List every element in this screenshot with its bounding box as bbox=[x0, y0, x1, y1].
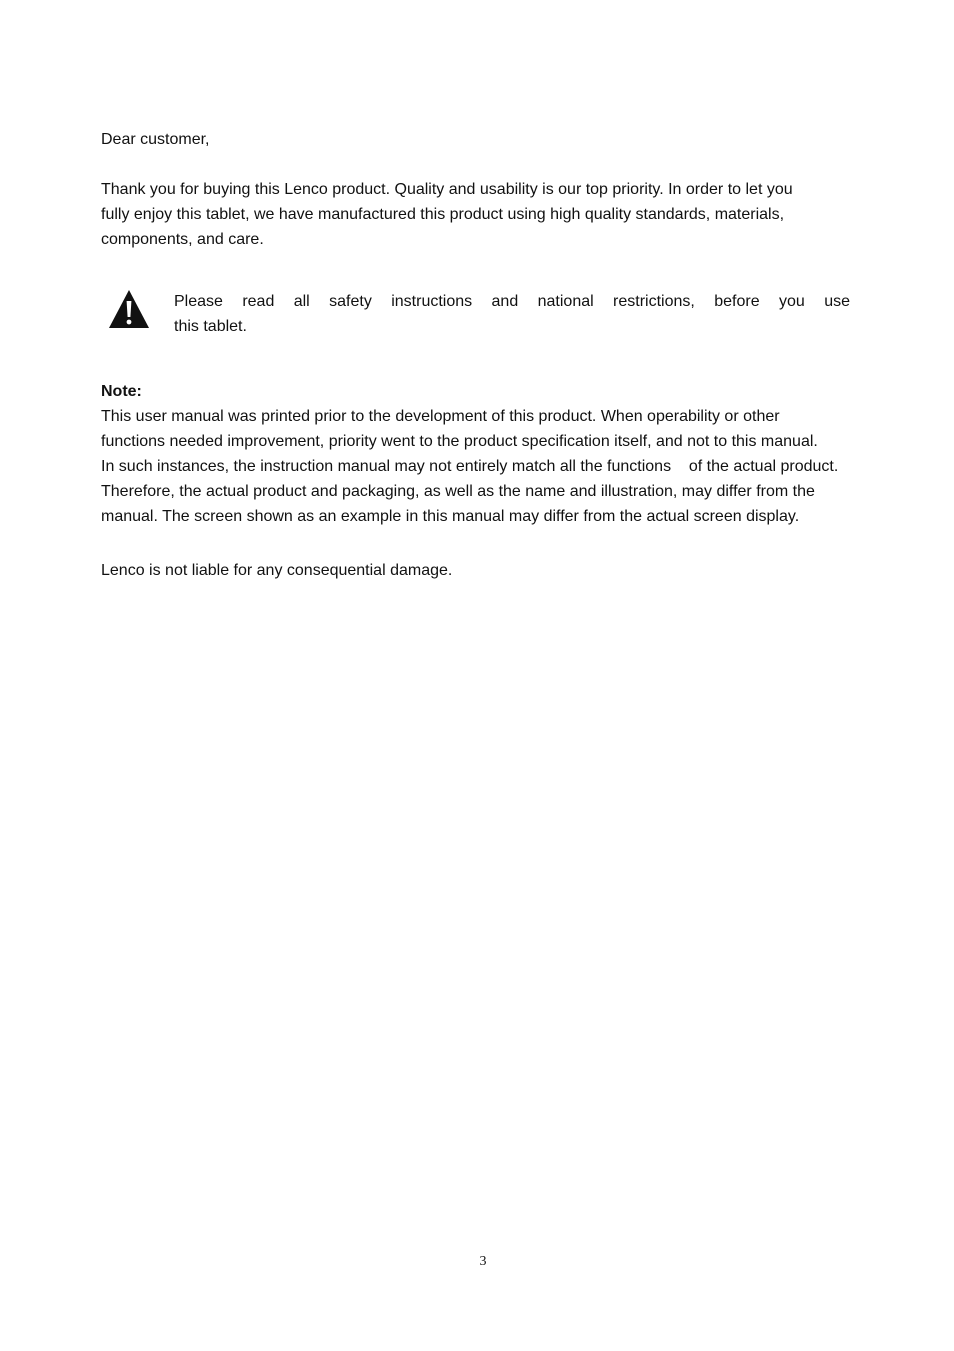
intro-paragraph bbox=[101, 177, 871, 252]
intro-line: fully enjoy this tablet, we have manufactured this product using high quality standards, materials, bbox=[101, 206, 785, 223]
note-heading: Note: bbox=[101, 383, 142, 400]
safety-warning bbox=[101, 289, 871, 341]
greeting-text: Dear customer, bbox=[101, 131, 210, 148]
note-line: This user manual was printed prior to the development of this product. When operability or other bbox=[101, 408, 780, 425]
intro-line: Thank you for buying this Lenco product. Quality and usability is our top priority. In order to let you bbox=[101, 181, 793, 198]
note-paragraph bbox=[101, 404, 901, 529]
note-line: Therefore, the actual product and packaging, as well as the name and illustration, may differ from the bbox=[101, 483, 815, 500]
note-line: In such instances, the instruction manual may not entirely match all the functions of the actual product. bbox=[101, 458, 839, 475]
warning-line: Please read all safety instructions and national restrictions, before you use bbox=[174, 293, 850, 310]
note-line: manual. The screen shown as an example in this manual may differ from the actual screen display. bbox=[101, 508, 800, 525]
note-line: functions needed improvement, priority went to the product specification itself, and not to this manual. bbox=[101, 433, 818, 450]
intro-line: components, and care. bbox=[101, 231, 264, 248]
page-number: 3 bbox=[479, 1254, 487, 1269]
warning-triangle-icon bbox=[108, 289, 150, 329]
liability-statement: Lenco is not liable for any consequential damage. bbox=[101, 562, 453, 579]
warning-text bbox=[174, 289, 850, 339]
warning-line: this tablet. bbox=[174, 318, 247, 335]
